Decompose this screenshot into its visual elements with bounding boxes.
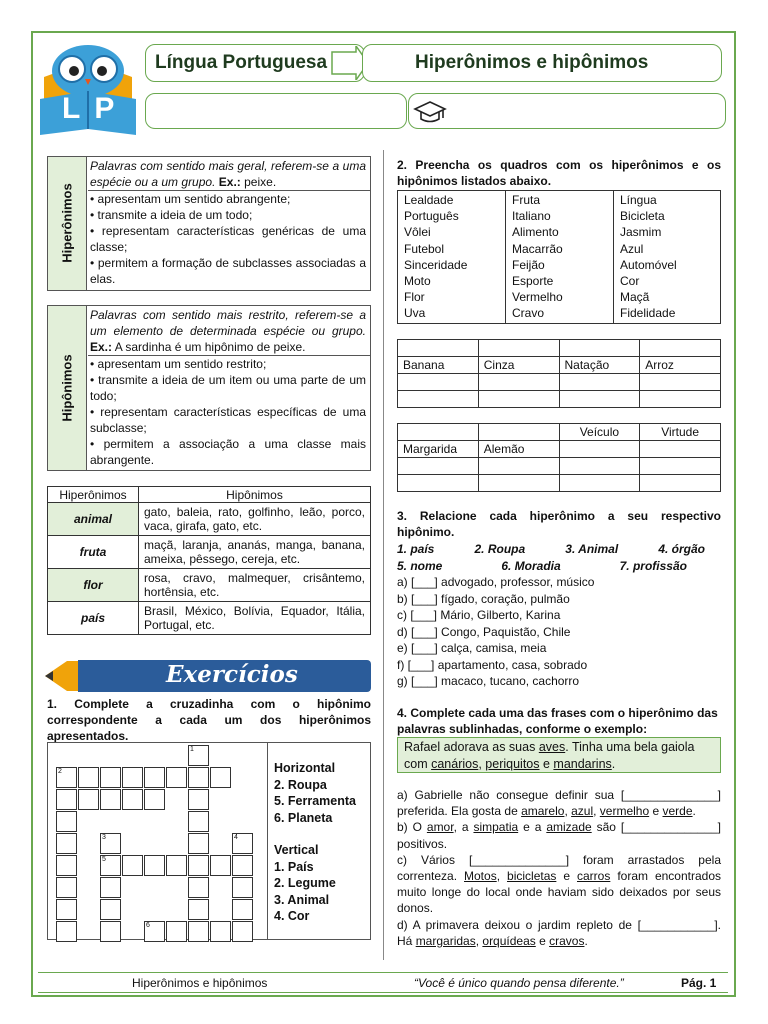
table-row [48, 569, 371, 602]
examples-header-hyper: Hiperônimos [48, 487, 139, 503]
crossword-cell[interactable] [56, 877, 77, 898]
text: e a [518, 820, 547, 835]
word: Automóvel [620, 257, 677, 272]
hiperonimos-ex-value: peixe. [244, 175, 277, 189]
word: Fidelidade [620, 306, 676, 321]
fill-cell: Banana [398, 357, 479, 374]
footer-line-top [38, 972, 728, 973]
footer-line-bottom [38, 992, 728, 993]
q3-option: 1. país [397, 542, 435, 556]
examples-hypo: rosa, cravo, malmequer, crisântemo, hortênsia, etc. [139, 569, 371, 602]
text: , [564, 804, 572, 819]
underlined-word: amarelo [521, 804, 565, 819]
q3-option: 4. órgão [658, 542, 705, 556]
hiponimos-text [90, 307, 366, 468]
hiperonimos-bullet: • permitem a formação de subclasses associadas a elas. [90, 256, 366, 286]
hiponimos-ex-label: Ex.: [90, 340, 113, 354]
q4-item-d [397, 917, 721, 949]
crossword-number: 1 [190, 746, 194, 753]
q2-fill-table-2[interactable] [397, 423, 721, 492]
q4-item-b [397, 819, 721, 851]
crossword-cell[interactable] [188, 767, 209, 788]
text: . Tinha uma bela gaiola com [404, 740, 695, 771]
crossword-cell[interactable] [144, 767, 165, 788]
fill-cell: Natação [559, 357, 640, 374]
logo-text: LP [62, 92, 129, 125]
table-row [48, 503, 371, 536]
fill-cell [559, 441, 640, 458]
fill-cell: Margarida [398, 441, 479, 458]
word: Flor [404, 290, 425, 305]
fill-cell [478, 424, 559, 441]
hiperonimos-ex-label: Ex.: [218, 175, 241, 189]
crossword-cell[interactable] [188, 921, 209, 942]
hiponimos-intro: Palavras com sentido mais restrito, referem-se a um elemento de determinada espécie ou grupo. [90, 308, 366, 338]
crossword-cell[interactable] [56, 921, 77, 942]
class-field[interactable] [408, 93, 726, 129]
crossword-number: 2 [58, 768, 62, 775]
footer-page: Pág. 1 [681, 976, 717, 990]
examples-hyper: país [48, 602, 139, 635]
q3-options-2 [397, 558, 687, 574]
crossword-cell[interactable] [144, 855, 165, 876]
q3-item[interactable]: e) [___] calça, camisa, meia [397, 641, 547, 655]
word: Cor [620, 274, 640, 289]
crossword-cell[interactable] [166, 921, 187, 942]
text: , a [453, 820, 474, 835]
crossword-number: 6 [146, 922, 150, 929]
text: . [611, 756, 616, 771]
q3-item[interactable]: a) [___] advogado, professor, músico [397, 575, 595, 589]
clue-v: 1. País [274, 859, 314, 874]
word: Azul [620, 241, 644, 256]
underlined-word: amor [426, 820, 454, 835]
crossword-cell[interactable] [188, 855, 209, 876]
q3-item[interactable]: b) [___] fígado, coração, pulmão [397, 591, 570, 606]
word: Futebol [404, 241, 445, 256]
crossword-cell[interactable] [100, 899, 121, 920]
crossword-cell[interactable] [100, 789, 121, 810]
crossword-number: 3 [102, 834, 106, 841]
q4-text: 4. Complete cada uma das frases com o hiperônimo das palavras sublinhadas, conforme o exemplo: [397, 706, 718, 736]
word: Português [404, 209, 459, 224]
word: Bicicleta [620, 209, 665, 224]
examples-hyper: fruta [48, 536, 139, 569]
text: , [496, 869, 508, 884]
hiperonimos-text [90, 158, 366, 287]
fill-cell: Veículo [559, 424, 640, 441]
crossword-cell[interactable] [232, 877, 253, 898]
word: Maçã [620, 290, 650, 305]
text: Rafael adorava as suas [404, 740, 539, 754]
hiperonimos-bullet: • apresentam um sentido abrangente; [90, 192, 291, 206]
q3-option: 5. nome [397, 559, 443, 573]
q2-word-col [398, 191, 506, 324]
underlined-word: verde [662, 804, 693, 819]
word: Cravo [512, 306, 545, 321]
hiperonimos-intro: Palavras com sentido mais geral, referem-se a uma espécie ou a um grupo. [90, 159, 366, 189]
text: , [475, 933, 483, 948]
q3-option: 2. Roupa [474, 542, 526, 556]
q3-options-1 [397, 541, 721, 557]
hiponimos-side-label: Hipônimos [59, 354, 75, 422]
text: , [593, 804, 600, 819]
crossword-cell[interactable] [56, 789, 77, 810]
crossword-cell[interactable] [122, 855, 143, 876]
underlined-word: margaridas [415, 933, 476, 948]
crossword-cell[interactable] [166, 855, 187, 876]
crossword-cell[interactable] [232, 921, 253, 942]
word: Macarrão [512, 241, 563, 256]
graduation-cap-icon [413, 100, 447, 129]
subject-title: Língua Portuguesa [155, 52, 328, 73]
crossword-cell[interactable] [210, 921, 231, 942]
q4-example-box [397, 737, 721, 773]
hiperonimos-side-label: Hiperônimos [59, 183, 75, 263]
text: e [539, 756, 554, 771]
text: e [535, 933, 550, 948]
clue-v: 2. Legume [274, 876, 336, 890]
crossword-cell[interactable] [122, 767, 143, 788]
examples-hyper: animal [48, 503, 139, 536]
crossword-number: 5 [102, 856, 106, 863]
crossword-cell[interactable] [210, 767, 231, 788]
underlined-word: simpatia [473, 820, 519, 835]
crossword-cell[interactable] [100, 877, 121, 898]
name-field[interactable] [145, 93, 407, 129]
vertical-title: Vertical [274, 843, 319, 857]
q3-item[interactable]: g) [___] macaco, tucano, cachorro [397, 674, 580, 688]
underlined-word: carros [577, 869, 611, 884]
underlined-word: azul [571, 804, 594, 819]
footer-quote: “Você é único quando pensa diferente.” [414, 976, 624, 990]
q3-option: 3. Animal [565, 542, 619, 556]
crossword-cell[interactable] [188, 899, 209, 920]
underlined-word: canários [431, 756, 479, 771]
word: Língua [620, 193, 657, 207]
underlined-word: aves [538, 740, 566, 754]
crossword-cell[interactable] [78, 789, 99, 810]
examples-hyper: flor [48, 569, 139, 602]
table-row [48, 536, 371, 569]
q4-item-c [397, 852, 721, 917]
crossword-cell[interactable] [100, 921, 121, 942]
fill-cell: Virtude [640, 424, 721, 441]
crossword-cell[interactable] [56, 811, 77, 832]
q2-word-col [506, 191, 614, 324]
crossword-cell[interactable] [122, 789, 143, 810]
clue-h: 2. Roupa [274, 777, 327, 792]
footer-left: Hiperônimos e hipônimos [132, 976, 268, 990]
word: Vôlei [404, 225, 431, 240]
hiponimos-bullet: • permitem a associação a uma classe mais abrangente. [90, 437, 366, 467]
q3-text: 3. Relacione cada hiperônimo a seu respectivo hipônimo. [397, 509, 721, 539]
q3-item[interactable]: c) [___] Mário, Gilberto, Karina [397, 608, 561, 622]
underlined-word: Motos [464, 869, 497, 884]
crossword-cell[interactable] [188, 789, 209, 810]
q3-items [397, 574, 594, 690]
fill-cell: Cinza [478, 357, 559, 374]
text: . [692, 804, 696, 819]
crossword-cell[interactable] [100, 767, 121, 788]
hiponimos-ex-value: A sardinha é um hipônimo de peixe. [114, 340, 306, 354]
fill-cell: Alemão [478, 441, 559, 458]
examples-table [47, 486, 371, 635]
clue-h: 6. Planeta [274, 810, 333, 825]
q3-item[interactable]: f) [___] apartamento, casa, sobrado [397, 657, 588, 672]
crossword-cell[interactable] [56, 833, 77, 854]
fill-cell [640, 441, 721, 458]
underlined-word: periquitos [485, 756, 540, 771]
text: e [556, 869, 577, 884]
q2-text: 2. Preencha os quadros com os hiperônimos e os hipônimos listados abaixo. [397, 158, 721, 188]
word: Fruta [512, 193, 541, 207]
text: foram encontrados muito longe do local onde haviam sido deixados por seus donos. [397, 869, 722, 916]
crossword-divider [267, 742, 268, 940]
examples-hypo: maçã, laranja, ananás, manga, banana, ameixa, pêssego, cereja, etc. [139, 536, 371, 569]
table-row [48, 602, 371, 635]
underlined-word: cravos [549, 933, 585, 948]
text: e [649, 804, 663, 819]
q3-item[interactable]: d) [___] Congo, Paquistão, Chile [397, 624, 571, 639]
column-divider [383, 150, 384, 960]
crossword-cell[interactable] [232, 855, 253, 876]
hiperonimos-bullet: • transmite a ideia de um todo; [90, 208, 253, 222]
q3-option: 7. profissão [619, 559, 687, 573]
crossword-cell[interactable] [166, 767, 187, 788]
q4-items [397, 787, 721, 949]
crossword-cell[interactable] [232, 899, 253, 920]
crossword-grid[interactable] [48, 743, 266, 939]
text: são [______________] positivos. [397, 820, 722, 851]
underlined-word: mandarins [553, 756, 612, 771]
crossword-cell[interactable] [78, 767, 99, 788]
clue-v: 3. Animal [274, 892, 330, 907]
text: d) A primavera deixou o jardim repleto de [___________]. Há [397, 917, 721, 948]
crossword-cell[interactable] [210, 855, 231, 876]
word: Feijão [512, 257, 545, 272]
q2-word-col [614, 191, 721, 324]
horizontal-title: Horizontal [274, 761, 336, 775]
crossword-cell[interactable] [188, 877, 209, 898]
exercicios-title: Exercícios [166, 661, 298, 688]
underlined-word: vermelho [599, 804, 650, 819]
q2-fill-table-1[interactable] [397, 339, 721, 408]
underlined-word: amizade [546, 820, 592, 835]
underlined-word: orquídeas [482, 933, 536, 948]
crossword-cell[interactable] [188, 833, 209, 854]
q2-word-table [397, 190, 721, 324]
q4-item-a [397, 787, 721, 819]
word: Esporte [512, 274, 554, 289]
fill-cell: Arroz [640, 357, 721, 374]
examples-header-hypo: Hipônimos [139, 487, 371, 503]
text: a) Gabrielle não consegue definir sua [______________] preferida. Ela gosta de [397, 788, 721, 819]
word: Lealdade [404, 193, 454, 207]
word: Jasmim [620, 225, 662, 240]
hiperonimos-bullet: • representam características genéricas de uma classe; [90, 224, 366, 254]
word: Vermelho [512, 290, 563, 305]
examples-hypo: Brasil, México, Bolívia, Equador, Itália, Portugal, etc. [139, 602, 371, 635]
q3-option: 6. Moradia [501, 559, 561, 573]
fill-cell [398, 424, 479, 441]
examples-hypo: gato, baleia, rato, golfinho, leão, porco, vaca, girafa, gato, etc. [139, 503, 371, 536]
topic-title: Hiperônimos e hipônimos [415, 52, 649, 73]
underlined-word: bicicletas [507, 869, 557, 884]
hiponimos-bullet: • transmite a ideia de um item ou uma parte de um todo; [90, 373, 366, 403]
q1-text: 1. Complete a cruzadinha com o hipônimo correspondente a cada um dos hiperônimos apresentados. [47, 697, 371, 743]
word: Uva [404, 306, 426, 321]
hiponimos-bullet: • apresentam um sentido restrito; [90, 357, 267, 371]
text: c) Vários [______________] foram arrastados pela correnteza. [397, 852, 721, 884]
crossword-clues [274, 760, 356, 925]
text: . [584, 933, 588, 948]
word: Sinceridade [404, 257, 468, 272]
hiponimos-bullet: • representam características específicas de uma subclasse; [90, 405, 366, 435]
word: Moto [404, 274, 431, 289]
word: Italiano [512, 209, 551, 224]
crossword-cell[interactable] [56, 855, 77, 876]
clue-h: 5. Ferramenta [274, 794, 356, 808]
clue-v: 4. Cor [274, 909, 310, 923]
text: , [478, 756, 486, 771]
crossword-cell[interactable] [56, 899, 77, 920]
text: b) O [397, 820, 427, 835]
crossword-cell[interactable] [188, 811, 209, 832]
word: Alimento [512, 225, 559, 240]
crossword-number: 4 [234, 834, 238, 841]
crossword-cell[interactable] [144, 789, 165, 810]
